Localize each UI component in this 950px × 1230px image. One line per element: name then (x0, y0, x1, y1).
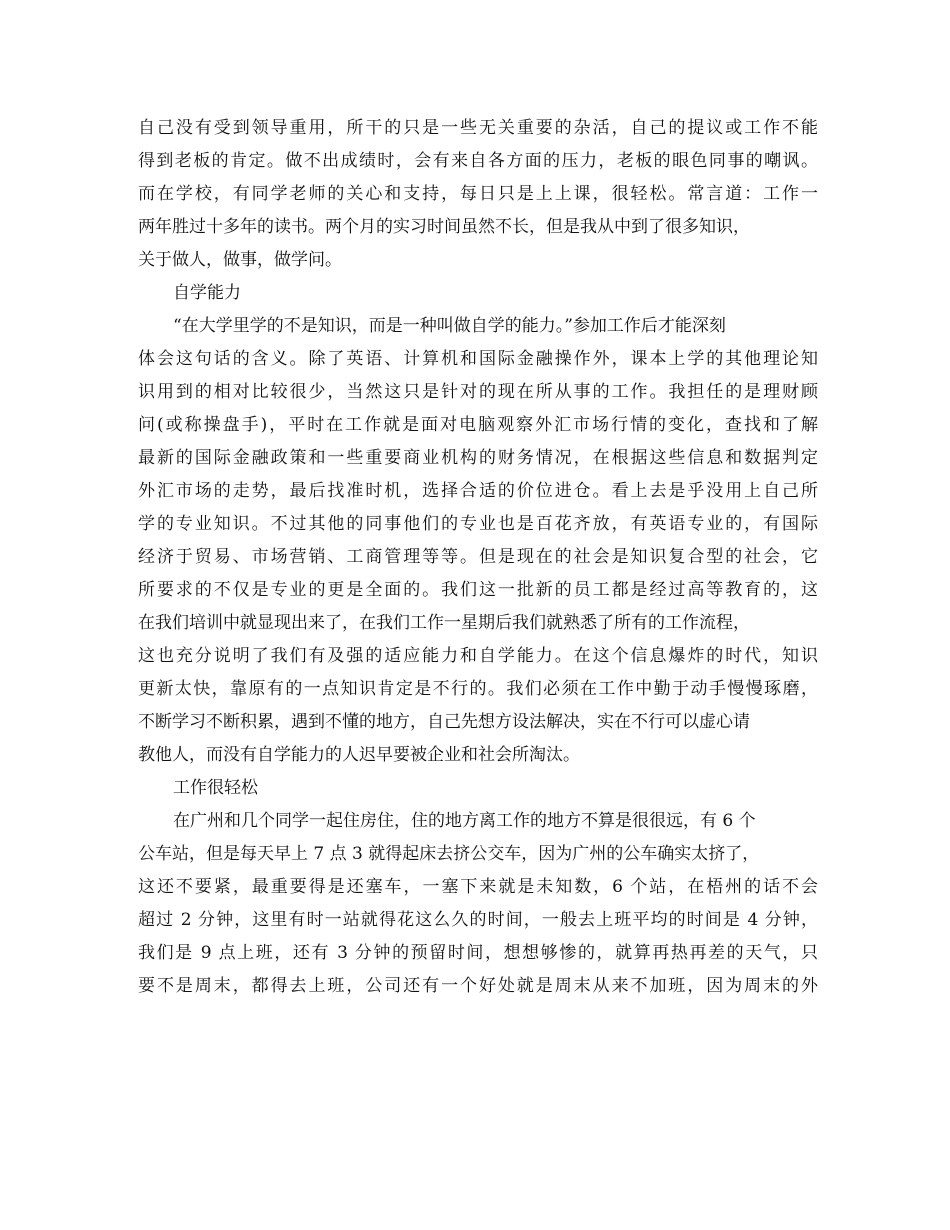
text-line: 两年胜过十多年的读书。两个月的实习时间虽然不长，但是我从中到了很多知识， (138, 217, 750, 237)
text-line: 外汇市场的走势，最后找准时机，选择合适的价位进仓。看上去是乎没用上自己所 (138, 481, 818, 501)
text-line: 要不是周末，都得去上班，公司还有一个好处就是周末从来不加班，因为周末的外 (138, 976, 818, 996)
text-line: 问(或称操盘手)，平时在工作就是面对电脑观察外汇市场行情的变化，查找和了解 (138, 415, 818, 435)
text-line: 学的专业知识。不过其他的同事他们的专业也是百花齐放，有英语专业的，有国际 (138, 514, 818, 534)
text-line: 在我们培训中就显现出来了，在我们工作一星期后我们就熟悉了所有的工作流程， (138, 613, 750, 633)
text-line: 超过 2 分钟，这里有时一站就得花这么久的时间，一般去上班平均的时间是 4 分钟， (138, 910, 818, 930)
text-line: 所要求的不仅是专业的更是全面的。我们这一批新的员工都是经过高等教育的，这 (138, 580, 818, 600)
text-line: 不断学习不断积累，遇到不懂的地方，自己先想方设法解决，实在不行可以虚心请 (138, 712, 750, 732)
text-line: 识用到的相对比较很少，当然这只是针对的现在所从事的工作。我担任的是理财顾 (138, 382, 818, 402)
text-line: 教他人，而没有自学能力的人迟早要被企业和社会所淘汰。 (138, 745, 580, 765)
text-line: 自己没有受到领导重用，所干的只是一些无关重要的杂活，自己的提议或工作不能 (138, 118, 818, 138)
section-heading: 工作很轻松 (173, 778, 258, 798)
text-line: 经济于贸易、市场营销、工商管理等等。但是现在的社会是知识复合型的社会，它 (138, 547, 818, 567)
text-line: 最新的国际金融政策和一些重要商业机构的财务情况，在根据这些信息和数据判定 (138, 448, 818, 468)
document-body (138, 112, 818, 1003)
section-heading: 自学能力 (173, 283, 241, 303)
text-line: 得到老板的肯定。做不出成绩时，会有来自各方面的压力，老板的眼色同事的嘲讽。 (138, 151, 818, 171)
text-line: 公车站，但是每天早上 7 点 3 就得起床去挤公交车，因为广州的公车确实太挤了， (138, 844, 760, 864)
text-line: 这还不要紧，最重要得是还塞车，一塞下来就是未知数，6 个站，在梧州的话不会 (138, 877, 818, 897)
text-line: 在广州和几个同学一起住房住，住的地方离工作的地方不算是很很远，有 6 个 (173, 811, 756, 831)
text-line: 我们是 9 点上班，还有 3 分钟的预留时间，想想够惨的，就算再热再差的天气，只 (138, 943, 818, 963)
text-line: 这也充分说明了我们有及强的适应能力和自学能力。在这个信息爆炸的时代，知识 (138, 646, 818, 666)
text-line: 而在学校，有同学老师的关心和支持，每日只是上上课，很轻松。常言道：工作一 (138, 184, 818, 204)
text-line: “在大学里学的不是知识，而是一种叫做自学的能力。”参加工作后才能深刻 (173, 316, 726, 336)
text-line: 更新太快，靠原有的一点知识肯定是不行的。我们必须在工作中勤于动手慢慢琢磨， (138, 679, 818, 699)
text-line: 体会这句话的含义。除了英语、计算机和国际金融操作外，课本上学的其他理论知 (138, 349, 818, 369)
text-line: 关于做人，做事，做学问。 (138, 250, 342, 270)
